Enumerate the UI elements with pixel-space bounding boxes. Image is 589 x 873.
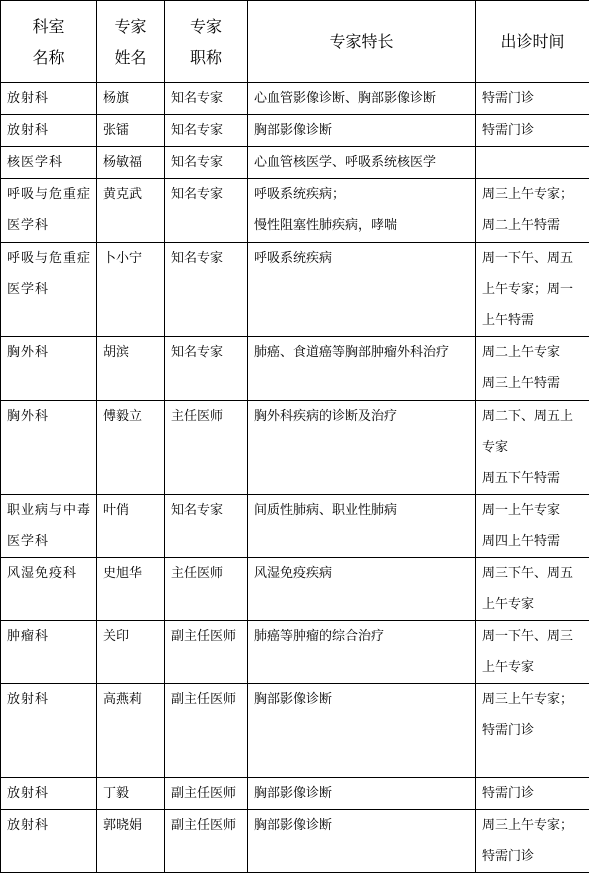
- table-row: [1, 243, 589, 337]
- header-schedule: [476, 1, 589, 83]
- schedule-cell: [476, 558, 589, 621]
- header-row: [1, 1, 589, 83]
- department-cell: 核医学科: [1, 147, 97, 179]
- specialty-cell-line: 胸部影像诊断: [254, 684, 471, 715]
- department-cell: 放射科: [1, 810, 97, 873]
- table-row: [1, 621, 589, 684]
- expert-name-cell: 胡滨: [97, 337, 165, 401]
- schedule-cell-line: 特需门诊: [482, 841, 585, 872]
- department-cell: 放射科: [1, 115, 97, 147]
- schedule-cell-line: 特需门诊: [482, 83, 585, 114]
- department-cell: 放射科: [1, 83, 97, 115]
- specialty-cell: [248, 778, 476, 810]
- table-row: [1, 684, 589, 778]
- header-expert-name: [97, 1, 165, 83]
- schedule-cell: [476, 147, 589, 179]
- specialty-cell: [248, 337, 476, 401]
- expert-name-cell: 卜小宁: [97, 243, 165, 337]
- expert-name-cell: 关印: [97, 621, 165, 684]
- schedule-cell-line: 周一下午、周五上午专家；周一上午特需: [482, 243, 585, 336]
- schedule-cell-line: 周五下午特需: [482, 463, 585, 494]
- expert-name-cell: 史旭华: [97, 558, 165, 621]
- expert-name-cell: 高燕莉: [97, 684, 165, 778]
- schedule-cell-line: 周三上午特需: [482, 368, 585, 399]
- specialty-cell-line: 胸外科疾病的诊断及治疗: [254, 401, 471, 432]
- specialty-cell-line: 呼吸系统疾病: [254, 243, 471, 274]
- header-department: [1, 1, 97, 83]
- expert-title-cell: 副主任医师: [165, 778, 248, 810]
- department-cell: 呼吸与危重症医学科: [1, 243, 97, 337]
- schedule-cell: [476, 337, 589, 401]
- header-specialty: [248, 1, 476, 83]
- specialty-cell: [248, 558, 476, 621]
- department-cell: 风湿免疫科: [1, 558, 97, 621]
- specialty-cell-line: 肺癌、食道癌等胸部肿瘤外科治疗: [254, 337, 471, 368]
- specialty-cell-line: 心血管影像诊断、胸部影像诊断: [254, 83, 471, 114]
- expert-name-cell: 黄克武: [97, 179, 165, 243]
- expert-title-cell: 知名专家: [165, 243, 248, 337]
- department-cell: 肿瘤科: [1, 621, 97, 684]
- expert-name-cell: 郭晓娟: [97, 810, 165, 873]
- department-cell: 胸外科: [1, 337, 97, 401]
- schedule-cell-line: 周四上午特需: [482, 526, 585, 557]
- expert-title-cell: 副主任医师: [165, 621, 248, 684]
- header-label: 专家: [165, 11, 247, 42]
- specialty-cell: [248, 83, 476, 115]
- expert-title-cell: 知名专家: [165, 495, 248, 558]
- table-row: [1, 558, 589, 621]
- expert-title-cell: 主任医师: [165, 401, 248, 495]
- schedule-cell-line: 特需门诊: [482, 715, 585, 746]
- expert-name-cell: 杨旗: [97, 83, 165, 115]
- specialty-cell-line: 肺癌等肿瘤的综合治疗: [254, 621, 471, 652]
- expert-title-cell: 知名专家: [165, 147, 248, 179]
- department-cell: 放射科: [1, 684, 97, 778]
- schedule-cell-line: 特需门诊: [482, 778, 585, 809]
- department-cell: 放射科: [1, 778, 97, 810]
- header-label: 专家: [97, 11, 164, 42]
- schedule-cell: [476, 810, 589, 873]
- specialty-cell: [248, 810, 476, 873]
- schedule-cell-line: 周二下、周五上专家: [482, 401, 585, 463]
- schedule-cell: [476, 778, 589, 810]
- table-row: [1, 147, 589, 179]
- department-cell: 胸外科: [1, 401, 97, 495]
- schedule-cell-line: 周三下午、周五上午专家: [482, 558, 585, 620]
- expert-title-cell: 知名专家: [165, 179, 248, 243]
- specialty-cell-line: 风湿免疫疾病: [254, 558, 471, 589]
- schedule-cell: [476, 179, 589, 243]
- schedule-cell-line: 周一下午、周三上午专家: [482, 621, 585, 683]
- schedule-cell: [476, 495, 589, 558]
- expert-title-cell: 知名专家: [165, 83, 248, 115]
- schedule-cell-line: 周一上午专家: [482, 495, 585, 526]
- specialty-cell-line: 胸部影像诊断: [254, 115, 471, 146]
- expert-name-cell: 傅毅立: [97, 401, 165, 495]
- schedule-cell-line: 周二上午专家: [482, 337, 585, 368]
- expert-name-cell: 张镭: [97, 115, 165, 147]
- department-cell: 呼吸与危重症医学科: [1, 179, 97, 243]
- specialty-cell-line: 心血管核医学、呼吸系统核医学: [254, 147, 471, 178]
- specialty-cell: [248, 179, 476, 243]
- table-row: [1, 179, 589, 243]
- expert-name-cell: 丁毅: [97, 778, 165, 810]
- header-label: 专家特长: [248, 26, 475, 57]
- header-label: 姓名: [97, 42, 164, 73]
- specialty-cell-line: 间质性肺病、职业性肺病: [254, 495, 471, 526]
- schedule-cell: [476, 83, 589, 115]
- header-label: 科室: [1, 11, 96, 42]
- schedule-cell: [476, 115, 589, 147]
- schedule-cell-line: 特需门诊: [482, 115, 585, 146]
- table-row: [1, 401, 589, 495]
- header-label: 职称: [165, 42, 247, 73]
- table-row: [1, 778, 589, 810]
- schedule-cell-line: 周三上午专家；: [482, 179, 585, 210]
- specialty-cell: [248, 243, 476, 337]
- table-row: [1, 810, 589, 873]
- table-row: [1, 337, 589, 401]
- schedule-cell: [476, 684, 589, 778]
- table-row: [1, 115, 589, 147]
- schedule-cell-line: 周三上午专家；: [482, 810, 585, 841]
- specialty-cell-line: 胸部影像诊断: [254, 778, 471, 809]
- expert-title-cell: 副主任医师: [165, 684, 248, 778]
- specialty-cell: [248, 621, 476, 684]
- specialty-cell: [248, 147, 476, 179]
- schedule-cell-line: 周二上午特需: [482, 210, 585, 241]
- expert-title-cell: 主任医师: [165, 558, 248, 621]
- table-row: [1, 495, 589, 558]
- expert-title-cell: 知名专家: [165, 337, 248, 401]
- schedule-cell: [476, 401, 589, 495]
- schedule-cell-line: 周三上午专家；: [482, 684, 585, 715]
- expert-title-cell: 知名专家: [165, 115, 248, 147]
- header-label: 名称: [1, 42, 96, 73]
- specialty-cell-line: 胸部影像诊断: [254, 810, 471, 841]
- header-expert-title: [165, 1, 248, 83]
- expert-title-cell: 副主任医师: [165, 810, 248, 873]
- specialty-cell: [248, 401, 476, 495]
- schedule-cell: [476, 243, 589, 337]
- header-label: 出诊时间: [476, 26, 589, 57]
- specialty-cell-line: 呼吸系统疾病；: [254, 179, 471, 210]
- specialty-cell: [248, 115, 476, 147]
- specialty-cell: [248, 495, 476, 558]
- schedule-cell: [476, 621, 589, 684]
- table-body: [1, 83, 589, 873]
- department-cell: 职业病与中毒医学科: [1, 495, 97, 558]
- specialty-cell-line: 慢性阻塞性肺疾病，哮喘: [254, 210, 471, 241]
- expert-name-cell: 杨敏福: [97, 147, 165, 179]
- specialty-cell: [248, 684, 476, 778]
- table-row: [1, 83, 589, 115]
- expert-name-cell: 叶俏: [97, 495, 165, 558]
- table-header: [1, 1, 589, 83]
